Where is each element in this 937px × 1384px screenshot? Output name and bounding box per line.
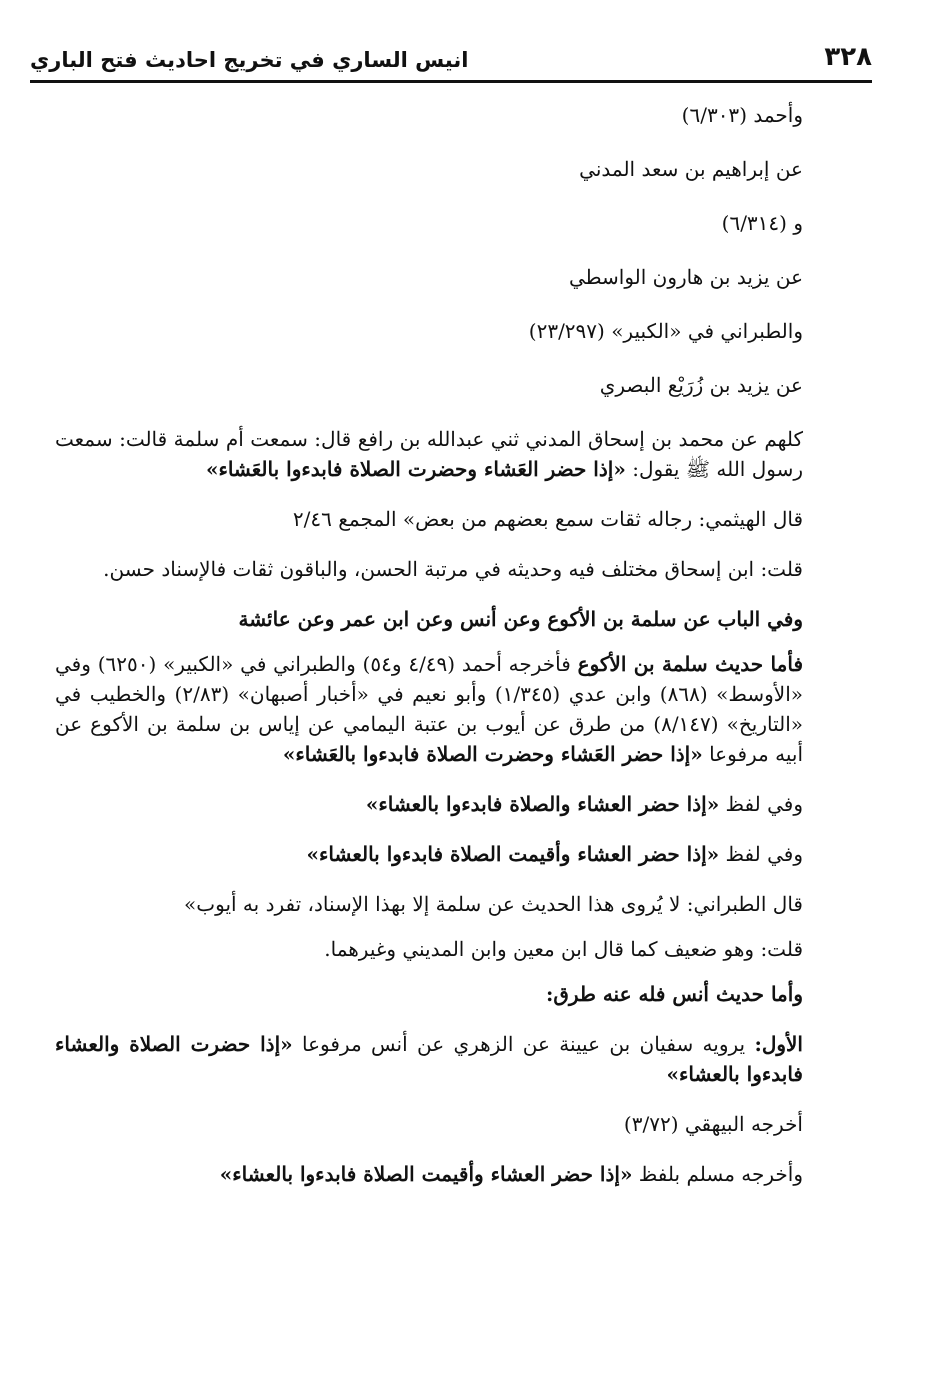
paragraph: وأحمد (٦/٣٠٣) xyxy=(681,103,803,127)
page-number: ٣٢٨ xyxy=(824,42,872,72)
paragraph-text: يرويه سفيان بن عيينة عن الزهري عن أنس مرفوعا xyxy=(292,1032,755,1056)
paragraph-text: وفي لفظ xyxy=(719,792,803,816)
paragraph: عن إبراهيم بن سعد المدني xyxy=(579,157,803,181)
paragraph xyxy=(55,1159,858,1189)
paragraph: و (٦/٣١٤) xyxy=(721,211,803,235)
hadith-quote: «إذا حضر العشاء والصلاة فابدءوا بالعشاء» xyxy=(365,792,720,816)
hadith-quote: «إذا حضر العشاء وأقيمت الصلاة فابدءوا بالعشاء» xyxy=(219,1162,633,1186)
paragraph xyxy=(55,839,858,869)
paragraph-bold: وأما حديث أنس فله عنه طرق: xyxy=(546,982,803,1006)
paragraph xyxy=(55,789,858,819)
paragraph: قلت: ابن إسحاق مختلف فيه وحديثه في مرتبة الحسن، والباقون ثقات فالإسناد حسن. xyxy=(103,557,803,581)
hadith-quote: «إذا حضرت الصلاة والعشاء فابدءوا بالعشاء» xyxy=(55,1032,803,1086)
paragraph-text: كلهم عن محمد بن إسحاق المدني ثني عبدالله بن رافع قال: سمعت أم سلمة قالت: سمعت رسول الله ﷺ يقول: xyxy=(55,427,803,481)
paragraph-text: وأخرجه مسلم بلفظ xyxy=(632,1162,803,1186)
hadith-quote: «إذا حضر العَشاء وحضرت الصلاة فابدءوا بالعَشاء» xyxy=(205,457,626,481)
header-rule xyxy=(30,80,872,83)
section-lead: فأما حديث سلمة بن الأكوع xyxy=(577,652,804,676)
paragraph-text: وفي لفظ xyxy=(719,842,803,866)
page-header xyxy=(30,38,872,82)
hadith-quote: «إذا حضر العَشاء وحضرت الصلاة فابدءوا بالعَشاء» xyxy=(282,742,703,766)
section-lead: الأول: xyxy=(754,1032,803,1056)
body-text xyxy=(55,100,858,1189)
paragraph xyxy=(55,649,858,769)
paragraph xyxy=(55,424,858,484)
paragraph: قال الطبراني: لا يُروى هذا الحديث عن سلمة إلا بهذا الإسناد، تفرد به أيوب» xyxy=(184,892,803,916)
paragraph: والطبراني في «الكبير» (٢٣/٢٩٧) xyxy=(528,319,803,343)
paragraph: عن يزيد بن هارون الواسطي xyxy=(568,265,803,289)
paragraph: قلت: وهو ضعيف كما قال ابن معين وابن المديني وغيرهما. xyxy=(324,937,803,961)
paragraph-text: فأخرجه أحمد (٤/٤٩ و٥٤) والطبراني في «الكبير» (٦٢٥٠) وفي «الأوسط» (٨٦٨) وابن عدي (١/٣٤٥) وأبو نعيم في «أخبار أصبهان» (٢/٨٣) والخطيب في «التاريخ» (٨/١٤٧) من طرق عن أيوب بن عتبة اليمامي عن إياس بن سلمة بن الأكوع عن أبيه مرفوعا xyxy=(55,652,804,766)
paragraph-bold: وفي الباب عن سلمة بن الأكوع وعن أنس وعن ابن عمر وعن عائشة xyxy=(238,607,803,631)
hadith-quote: «إذا حضر العشاء وأقيمت الصلاة فابدءوا بالعشاء» xyxy=(306,842,720,866)
paragraph: عن يزيد بن زُرَيْع البصري xyxy=(599,373,803,397)
paragraph xyxy=(55,1029,858,1089)
paragraph: قال الهيثمي: رجاله ثقات سمع بعضهم من بعض» المجمع ٢/٤٦ xyxy=(292,507,803,531)
running-title: انيس الساري في تخريج احاديث فتح الباري xyxy=(30,48,469,72)
paragraph: أخرجه البيهقي (٣/٧٢) xyxy=(623,1112,803,1136)
